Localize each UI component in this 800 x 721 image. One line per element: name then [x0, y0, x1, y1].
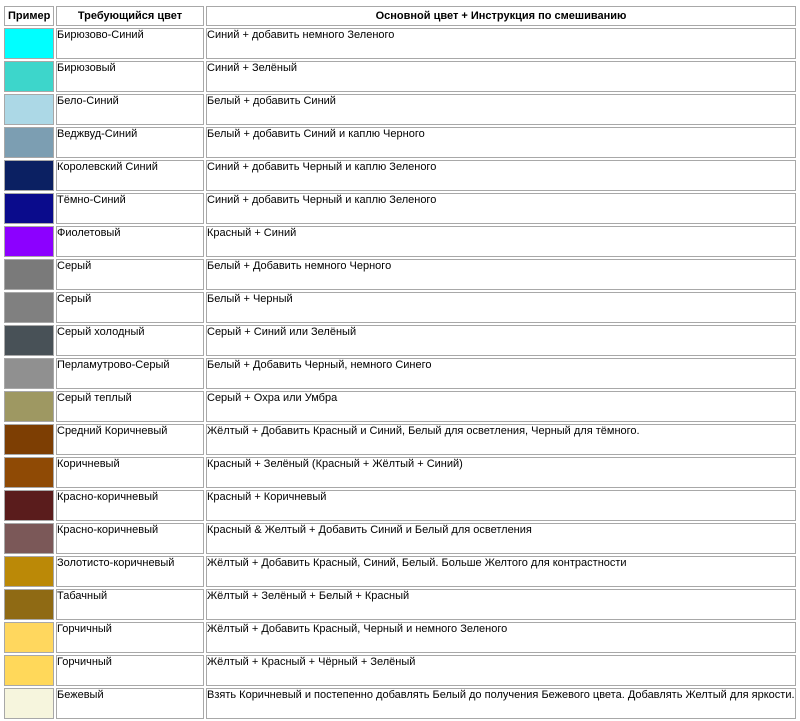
- color-swatch: [5, 590, 53, 619]
- required-color-cell: Красно-коричневый: [56, 523, 204, 554]
- color-swatch: [5, 392, 53, 421]
- mix-instruction-cell: Белый + Черный: [206, 292, 796, 323]
- mix-instruction-cell: Красный & Желтый + Добавить Синий и Белый для осветления: [206, 523, 796, 554]
- required-color-cell: Средний Коричневый: [56, 424, 204, 455]
- color-swatch: [5, 29, 53, 58]
- color-swatch: [5, 194, 53, 223]
- required-color-cell: Королевский Синий: [56, 160, 204, 191]
- mix-instruction-cell: Синий + добавить немного Зеленого: [206, 28, 796, 59]
- header-row: [4, 6, 796, 26]
- color-swatch: [5, 656, 53, 685]
- table-row: [4, 655, 796, 686]
- header-required-color: Требующийся цвет: [56, 6, 204, 26]
- required-color-cell: Перламутрово-Серый: [56, 358, 204, 389]
- mix-instruction-cell: Серый + Синий или Зелёный: [206, 325, 796, 356]
- color-sample-cell: [4, 655, 54, 686]
- table-row: [4, 358, 796, 389]
- mix-instruction-cell: Белый + Добавить немного Черного: [206, 259, 796, 290]
- table-row: [4, 127, 796, 158]
- color-swatch: [5, 491, 53, 520]
- mix-instruction-cell: Красный + Зелёный (Красный + Жёлтый + Синий): [206, 457, 796, 488]
- table-row: [4, 688, 796, 719]
- color-sample-cell: [4, 622, 54, 653]
- table-row: [4, 61, 796, 92]
- color-sample-cell: [4, 457, 54, 488]
- required-color-cell: Золотисто-коричневый: [56, 556, 204, 587]
- table-row: [4, 193, 796, 224]
- color-swatch: [5, 227, 53, 256]
- required-color-cell: Серый холодный: [56, 325, 204, 356]
- mix-instruction-cell: Синий + добавить Черный и каплю Зеленого: [206, 193, 796, 224]
- color-swatch: [5, 95, 53, 124]
- required-color-cell: Фиолетовый: [56, 226, 204, 257]
- mix-instruction-cell: Синий + Зелёный: [206, 61, 796, 92]
- mix-instruction-cell: Белый + Добавить Черный, немного Синего: [206, 358, 796, 389]
- table-body: [4, 28, 796, 719]
- required-color-cell: Бежевый: [56, 688, 204, 719]
- mix-instruction-cell: Взять Коричневый и постепенно добавлять Белый до получения Бежевого цвета. Добавлять Желтый для яркости.: [206, 688, 796, 719]
- mix-instruction-cell: Жёлтый + Добавить Красный и Синий, Белый для осветления, Черный для тёмного.: [206, 424, 796, 455]
- mix-instruction-cell: Жёлтый + Красный + Чёрный + Зелёный: [206, 655, 796, 686]
- mix-instruction-cell: Красный + Синий: [206, 226, 796, 257]
- color-sample-cell: [4, 259, 54, 290]
- required-color-cell: Серый: [56, 292, 204, 323]
- color-sample-cell: [4, 325, 54, 356]
- mix-instruction-cell: Красный + Коричневый: [206, 490, 796, 521]
- color-swatch: [5, 557, 53, 586]
- required-color-cell: Серый: [56, 259, 204, 290]
- color-sample-cell: [4, 193, 54, 224]
- color-sample-cell: [4, 556, 54, 587]
- table-row: [4, 259, 796, 290]
- color-swatch: [5, 326, 53, 355]
- color-swatch: [5, 623, 53, 652]
- color-sample-cell: [4, 358, 54, 389]
- table-row: [4, 226, 796, 257]
- table-row: [4, 391, 796, 422]
- table-row: [4, 589, 796, 620]
- color-sample-cell: [4, 292, 54, 323]
- color-swatch: [5, 128, 53, 157]
- required-color-cell: Бирюзовый: [56, 61, 204, 92]
- required-color-cell: Бело-Синий: [56, 94, 204, 125]
- table-row: [4, 94, 796, 125]
- mix-instruction-cell: Белый + добавить Синий и каплю Черного: [206, 127, 796, 158]
- color-sample-cell: [4, 490, 54, 521]
- required-color-cell: Серый теплый: [56, 391, 204, 422]
- color-swatch: [5, 359, 53, 388]
- table-row: [4, 292, 796, 323]
- mix-instruction-cell: Жёлтый + Зелёный + Белый + Красный: [206, 589, 796, 620]
- header-sample: Пример: [4, 6, 54, 26]
- color-swatch: [5, 425, 53, 454]
- mix-instruction-cell: Белый + добавить Синий: [206, 94, 796, 125]
- required-color-cell: Коричневый: [56, 457, 204, 488]
- color-sample-cell: [4, 127, 54, 158]
- table-row: [4, 325, 796, 356]
- color-sample-cell: [4, 424, 54, 455]
- table-row: [4, 457, 796, 488]
- table-row: [4, 160, 796, 191]
- color-swatch: [5, 260, 53, 289]
- color-swatch: [5, 458, 53, 487]
- table-row: [4, 28, 796, 59]
- required-color-cell: Веджвуд-Синий: [56, 127, 204, 158]
- color-swatch: [5, 161, 53, 190]
- required-color-cell: Горчичный: [56, 622, 204, 653]
- required-color-cell: Табачный: [56, 589, 204, 620]
- required-color-cell: Горчичный: [56, 655, 204, 686]
- color-sample-cell: [4, 94, 54, 125]
- color-sample-cell: [4, 391, 54, 422]
- required-color-cell: Бирюзово-Синий: [56, 28, 204, 59]
- table-row: [4, 424, 796, 455]
- table-row: [4, 523, 796, 554]
- color-sample-cell: [4, 688, 54, 719]
- required-color-cell: Красно-коричневый: [56, 490, 204, 521]
- required-color-cell: Тёмно-Синий: [56, 193, 204, 224]
- mix-instruction-cell: Синий + добавить Черный и каплю Зеленого: [206, 160, 796, 191]
- header-mix-instruction: Основной цвет + Инструкция по смешиванию: [206, 6, 796, 26]
- color-swatch: [5, 524, 53, 553]
- color-sample-cell: [4, 226, 54, 257]
- table-row: [4, 556, 796, 587]
- mix-instruction-cell: Жёлтый + Добавить Красный, Синий, Белый. Больше Желтого для контрастности: [206, 556, 796, 587]
- mix-instruction-cell: Жёлтый + Добавить Красный, Черный и немного Зеленого: [206, 622, 796, 653]
- color-swatch: [5, 62, 53, 91]
- color-sample-cell: [4, 160, 54, 191]
- mix-instruction-cell: Серый + Охра или Умбра: [206, 391, 796, 422]
- color-swatch: [5, 293, 53, 322]
- color-sample-cell: [4, 589, 54, 620]
- color-sample-cell: [4, 523, 54, 554]
- color-sample-cell: [4, 28, 54, 59]
- color-sample-cell: [4, 61, 54, 92]
- color-mixing-table: [2, 4, 798, 721]
- table-row: [4, 490, 796, 521]
- color-swatch: [5, 689, 53, 718]
- table-row: [4, 622, 796, 653]
